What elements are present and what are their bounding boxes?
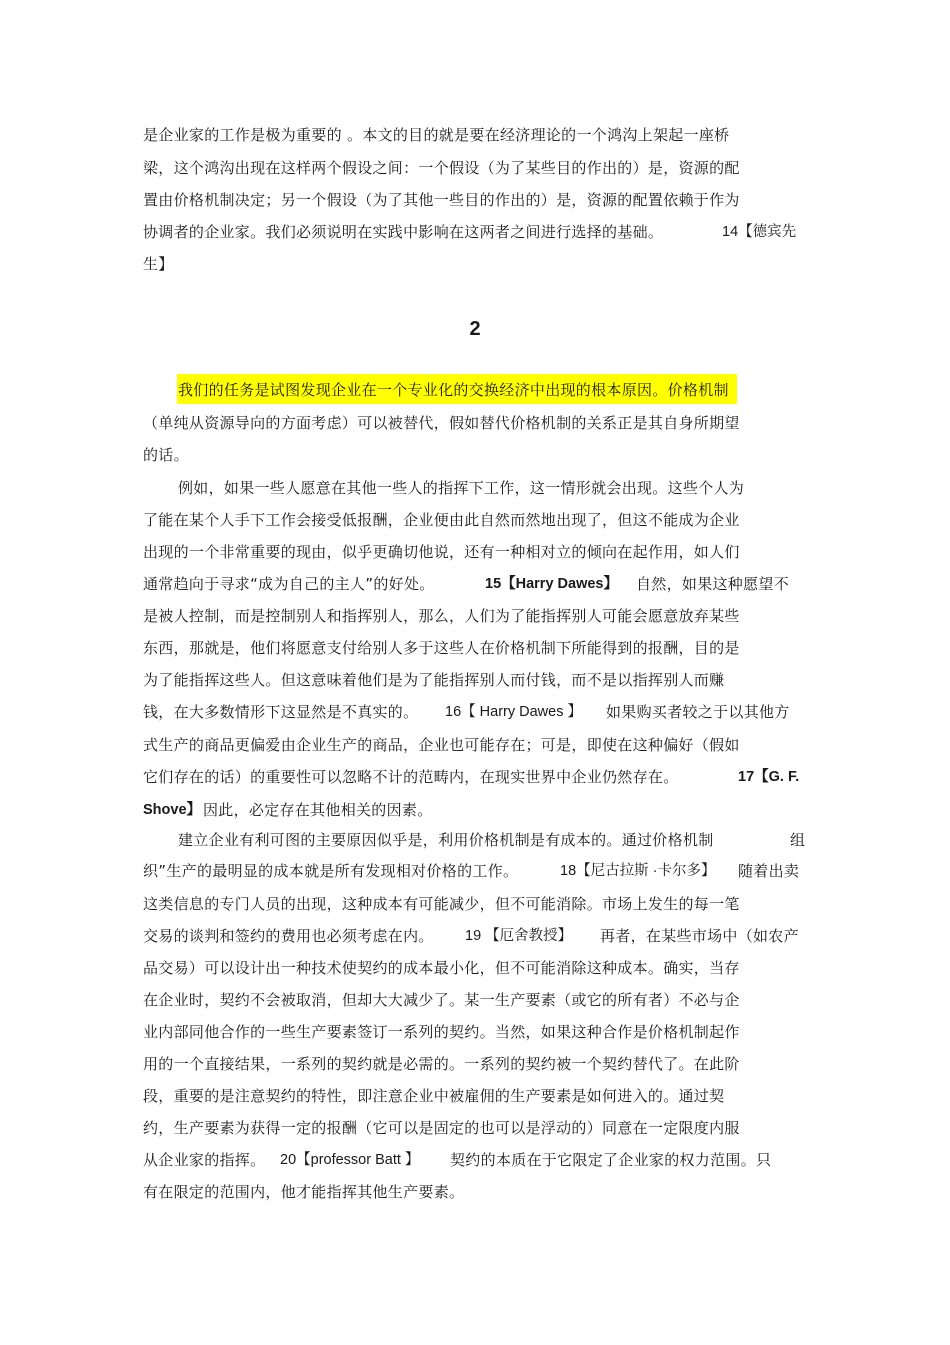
text-line: 约，生产要素为获得一定的报酬（它可以是固定的也可以是浮动的）同意在一定限度内服 (143, 1119, 740, 1137)
text-line: 从企业家的指挥。 (143, 1151, 266, 1169)
text-line: 织”生产的最明显的成本就是所有发现相对价格的工作。 (143, 862, 519, 880)
text-line: 例如，如果一些人愿意在其他一些人的指挥下工作，这一情形就会出现。这些个人为 (178, 479, 745, 497)
text-line: 用的一个直接结果，一系列的契约就是必需的。一系列的契约被一个契约替代了。在此阶 (143, 1055, 740, 1073)
highlighted-text-line: 我们的任务是试图发现企业在一个专业化的交换经济中出现的根本原因。价格机制 (178, 381, 729, 399)
text-line: 如果购买者较之于以其他方 (606, 703, 790, 721)
text-line: 因此，必定存在其他相关的因素。 (203, 801, 433, 819)
text-line: 在企业时，契约不会被取消，但却大大减少了。某一生产要素（或它的所有者）不必与企 (143, 991, 740, 1009)
footnote-ref-20: 20【professor Batt 】 (280, 1152, 420, 1168)
footnote-ref-17: 17【G. F. (738, 769, 800, 785)
footnote-ref-19: 19 【厄舍教授】 (465, 928, 573, 944)
text-line: 式生产的商品更偏爱由企业生产的商品，企业也可能存在；可是，即使在这种偏好（假如 (143, 736, 740, 754)
footnote-ref-18: 18【尼古拉斯 ·卡尔多】 (560, 863, 716, 879)
text-line: 品交易）可以设计出一种技术使契约的成本最小化，但不可能消除这种成本。确实，当存 (143, 959, 740, 977)
text-line: 了能在某个人手下工作会接受低报酬，企业便由此自然而然地出现了，但这不能成为企业 (143, 511, 740, 529)
text-line: 再者，在某些市场中（如农产 (600, 927, 799, 945)
text-line: 组 (790, 831, 806, 849)
text-line: 协调者的企业家。我们必须说明在实践中影响在这两者之间进行选择的基础。 (143, 223, 664, 241)
text-line: 契约的本质在于它限定了企业家的权力范围。只 (450, 1151, 772, 1169)
text-line: 有在限定的范围内，他才能指挥其他生产要素。 (143, 1183, 465, 1201)
text-line: 的话。 (143, 446, 189, 464)
text-line: 置由价格机制决定；另一个假设（为了其他一些目的作出的）是，资源的配置依赖于作为 (143, 191, 740, 209)
footnote-ref-16: 16【 Harry Dawes 】 (445, 704, 582, 720)
text-line: 是被人控制，而是控制别人和指挥别人，那么，人们为了能指挥别人可能会愿意放弃某些 (143, 607, 740, 625)
footnote-ref-17-cont: Shove】 (143, 802, 202, 818)
text-line: 段，重要的是注意契约的特性，即注意企业中被雇佣的生产要素是如何进入的。通过契 (143, 1087, 725, 1105)
section-number: 2 (469, 318, 481, 340)
text-line: 它们存在的话）的重要性可以忽略不计的范畴内，在现实世界中企业仍然存在。 (143, 768, 679, 786)
text-line: 是企业家的工作是极为重要的 。本文的目的就是要在经济理论的一个鸿沟上架起一座桥 (143, 126, 730, 144)
text-line: 建立企业有利可图的主要原因似乎是，利用价格机制是有成本的。通过价格机制 (178, 831, 714, 849)
footnote-ref-14: 14【德宾先 (722, 224, 797, 240)
text-line: 梁，这个鸿沟出现在这样两个假设之间：一个假设（为了某些目的作出的）是，资源的配 (143, 159, 740, 177)
text-line: 交易的谈判和签约的费用也必须考虑在内。 (143, 927, 434, 945)
text-line: 通常趋向于寻求“成为自己的主人”的好处。 (143, 575, 435, 593)
text-line: 东西，那就是，他们将愿意支付给别人多于这些人在价格机制下所能得到的报酬，目的是 (143, 639, 740, 657)
text-line: 出现的一个非常重要的现由，似乎更确切他说，还有一种相对立的倾向在起作用，如人们 (143, 543, 740, 561)
text-line: 业内部同他合作的一些生产要素签订一系列的契约。当然，如果这种合作是价格机制起作 (143, 1023, 740, 1041)
text-line: 生】 (143, 255, 174, 273)
text-line: 为了能指挥这些人。但这意味着他们是为了能指挥别人而付钱，而不是以指挥别人而赚 (143, 671, 725, 689)
text-line: （单纯从资源导向的方面考虑）可以被替代，假如替代价格机制的关系正是其自身所期望 (143, 414, 740, 432)
footnote-ref-15: 15【Harry Dawes】 (485, 576, 618, 592)
text-line: 钱，在大多数情形下这显然是不真实的。 (143, 703, 419, 721)
text-line: 随着出卖 (738, 862, 800, 880)
text-line: 自然，如果这种愿望不 (636, 575, 790, 593)
text-line: 这类信息的专门人员的出现，这种成本有可能减少，但不可能消除。市场上发生的每一笔 (143, 895, 740, 913)
